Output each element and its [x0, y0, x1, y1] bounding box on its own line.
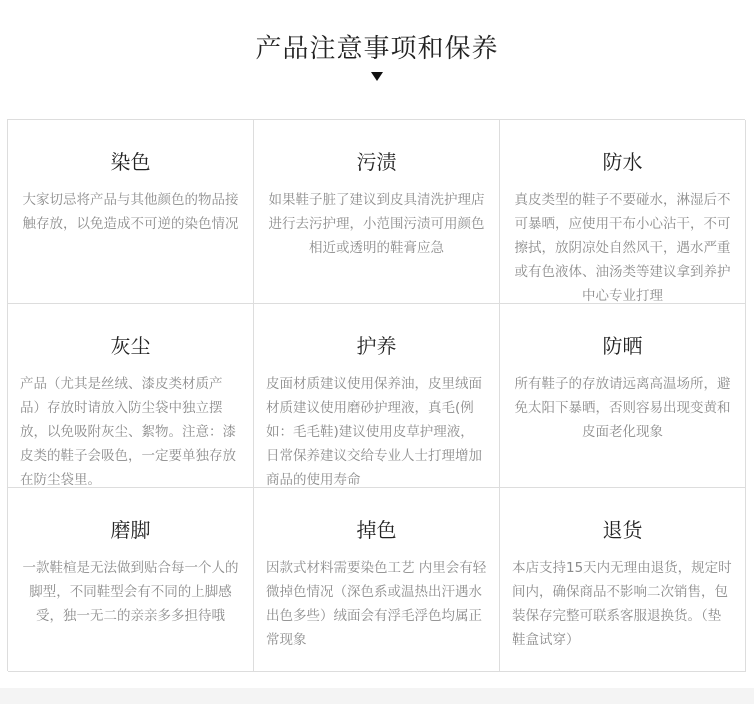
cell-heading: 掉色 — [356, 518, 397, 542]
care-cell-returns — [500, 488, 746, 672]
cell-heading: 退货 — [602, 518, 643, 542]
page-title: 产品注意事项和保养 — [255, 34, 499, 64]
cell-body: 因款式材料需要染色工艺 内里会有轻微掉色情况（深色系或温热出汗遇水出色多些）绒面会有浮毛浮色均属正常现象 — [266, 560, 487, 648]
cell-body: 本店支持15天内无理由退货，规定时间内，确保商品不影响二次销售，包装保存完整可联系客服退换货。（垫鞋盒试穿） — [512, 560, 732, 648]
cell-heading: 护养 — [356, 334, 397, 358]
care-cell-waterproof — [500, 120, 746, 304]
care-cell-fading — [254, 488, 500, 672]
cell-body: 大家切忌将产品与其他颜色的物品接触存放，以免造成不可逆的染色情况 — [22, 192, 239, 232]
cell-body: 真皮类型的鞋子不要碰水，淋湿后不可暴晒，应使用干布小心沾干，不可擦拭，放阴凉处自然风干，遇水严重或有色液体、油汤类等建议拿到养护中心专业打理 — [514, 192, 731, 304]
care-cell-stains — [254, 120, 500, 304]
cell-heading: 防水 — [602, 150, 643, 174]
cell-heading: 灰尘 — [110, 334, 151, 358]
cell-body: 一款鞋楦是无法做到贴合每一个人的脚型，不同鞋型会有不同的上脚感受，独一无二的亲亲多多担待哦 — [22, 560, 239, 624]
care-grid — [7, 119, 745, 671]
cell-body: 皮面材质建议使用保养油，皮里绒面材质建议使用磨砂护理液，真毛(例如：毛毛鞋)建议使用皮草护理液，日常保养建议交给专业人士打理增加商品的使用寿命 — [266, 376, 482, 488]
care-cell-chafing — [8, 488, 254, 672]
cell-body: 所有鞋子的存放请远离高温场所，避免太阳下暴晒，否则容易出现变黄和皮面老化现象 — [514, 376, 731, 440]
care-cell-sunproof — [500, 304, 746, 488]
down-arrow-icon — [371, 72, 383, 81]
cell-heading: 染色 — [110, 150, 151, 174]
cell-body: 如果鞋子脏了建议到皮具清洗护理店进行去污护理，小范围污渍可用颜色相近或透明的鞋膏应急 — [268, 192, 485, 256]
care-cell-dyeing — [8, 120, 254, 304]
care-cell-maintenance — [254, 304, 500, 488]
care-cell-dust — [8, 304, 254, 488]
bottom-divider — [0, 688, 754, 704]
cell-heading: 污渍 — [356, 150, 397, 174]
cell-heading: 防晒 — [602, 334, 643, 358]
cell-heading: 磨脚 — [110, 518, 151, 542]
cell-body: 产品（尤其是丝绒、漆皮类材质产品）存放时请放入防尘袋中独立摆放，以免吸附灰尘、絮物。注意：漆皮类的鞋子会吸色，一定要单独存放在防尘袋里。 — [20, 376, 236, 488]
